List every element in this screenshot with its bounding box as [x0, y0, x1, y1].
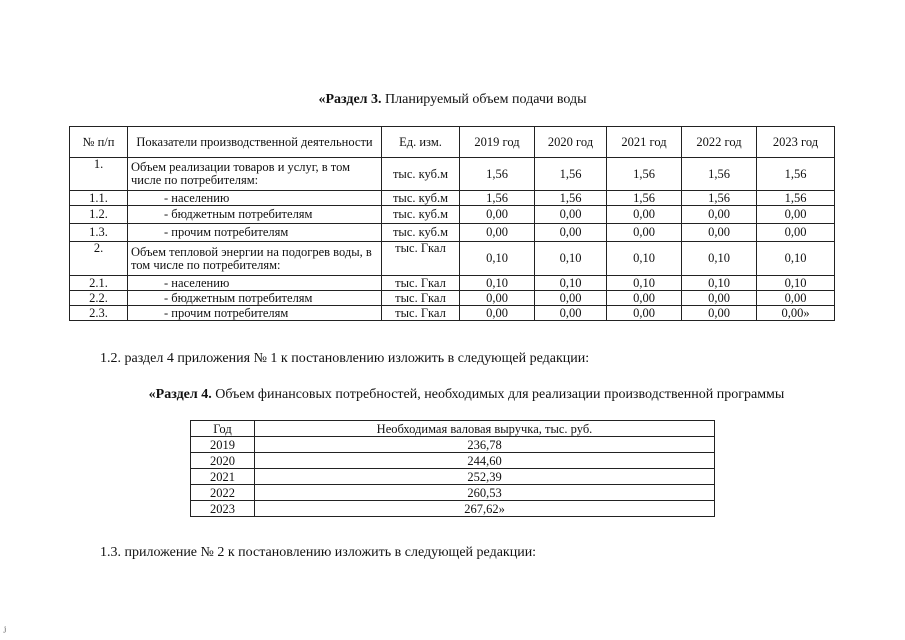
row-unit: тыс. куб.м — [382, 158, 460, 191]
value-2023: 0,00 — [757, 291, 835, 306]
value-2020: 0,00 — [535, 206, 607, 224]
table-row — [70, 306, 835, 321]
value-2021: 0,00 — [607, 206, 682, 224]
value-2022: 0,10 — [682, 276, 757, 291]
row-unit: тыс. Гкал — [382, 291, 460, 306]
row-num: 2. — [70, 242, 128, 276]
row-unit: тыс. Гкал — [382, 242, 460, 276]
row-revenue: 267,62» — [255, 501, 715, 517]
value-2023: 0,00 — [757, 206, 835, 224]
row-indicator: - бюджетным потребителям — [128, 206, 382, 224]
table-row — [191, 501, 715, 517]
table-row — [70, 242, 835, 276]
paragraph-1-2: 1.2. раздел 4 приложения № 1 к постановлению изложить в следующей редакции: — [100, 351, 590, 366]
value-2020: 0,10 — [535, 242, 607, 276]
value-2020: 0,00 — [535, 224, 607, 242]
row-indicator: - населению — [128, 191, 382, 206]
row-num: 2.2. — [70, 291, 128, 306]
value-2023: 1,56 — [757, 191, 835, 206]
value-2019: 1,56 — [460, 158, 535, 191]
value-2021: 0,10 — [607, 242, 682, 276]
row-indicator: - прочим потребителям — [128, 306, 382, 321]
value-2019: 0,00 — [460, 291, 535, 306]
col-header-unit: Ед. изм. — [382, 127, 460, 158]
value-2021: 0,00 — [607, 306, 682, 321]
row-num: 1. — [70, 158, 128, 191]
row-indicator: - населению — [128, 276, 382, 291]
table-row — [70, 206, 835, 224]
value-2019: 1,56 — [460, 191, 535, 206]
col-header-year: Год — [191, 421, 255, 437]
row-year: 2020 — [191, 453, 255, 469]
row-revenue: 236,78 — [255, 437, 715, 453]
paragraph-1-3: 1.3. приложение № 2 к постановлению изложить в следующей редакции: — [100, 545, 537, 560]
section-4-heading — [14, 387, 905, 403]
value-2019: 0,10 — [460, 242, 535, 276]
value-2022: 0,10 — [682, 242, 757, 276]
row-num: 2.3. — [70, 306, 128, 321]
col-header-2019: 2019 год — [460, 127, 535, 158]
value-2020: 1,56 — [535, 191, 607, 206]
section-3-title: Планируемый объем подачи воды — [381, 92, 587, 107]
col-header-indicator: Показатели производственной деятельности — [128, 127, 382, 158]
section-3-prefix: «Раздел 3. — [318, 92, 382, 107]
table-row — [191, 453, 715, 469]
value-2022: 1,56 — [682, 158, 757, 191]
row-revenue: 244,60 — [255, 453, 715, 469]
col-header-2022: 2022 год — [682, 127, 757, 158]
section-4-title: Объем финансовых потребностей, необходимых для реализации производственной программы — [211, 387, 785, 402]
table-header-row — [191, 421, 715, 437]
value-2021: 0,10 — [607, 276, 682, 291]
row-indicator: Объем реализации товаров и услуг, в том числе по потребителям: — [128, 158, 382, 191]
row-num: 1.3. — [70, 224, 128, 242]
row-unit: тыс. куб.м — [382, 191, 460, 206]
value-2022: 0,00 — [682, 306, 757, 321]
value-2023: 1,56 — [757, 158, 835, 191]
col-header-2021: 2021 год — [607, 127, 682, 158]
table-row — [70, 291, 835, 306]
value-2023: 0,00 — [757, 224, 835, 242]
table-row — [70, 158, 835, 191]
row-year: 2019 — [191, 437, 255, 453]
col-header-2023: 2023 год — [757, 127, 835, 158]
row-indicator: Объем тепловой энергии на подогрев воды, в том числе по потребителям: — [128, 242, 382, 276]
water-supply-table — [69, 126, 835, 321]
row-revenue: 252,39 — [255, 469, 715, 485]
value-2021: 0,00 — [607, 291, 682, 306]
row-unit: тыс. куб.м — [382, 224, 460, 242]
value-2020: 0,10 — [535, 276, 607, 291]
value-2019: 0,00 — [460, 206, 535, 224]
value-2021: 0,00 — [607, 224, 682, 242]
row-unit: тыс. Гкал — [382, 276, 460, 291]
table-header-row — [70, 127, 835, 158]
section-4-prefix: «Раздел 4. — [148, 387, 212, 402]
value-2023: 0,00» — [757, 306, 835, 321]
col-header-revenue: Необходимая валовая выручка, тыс. руб. — [255, 421, 715, 437]
value-2022: 0,00 — [682, 291, 757, 306]
table-row — [191, 437, 715, 453]
col-header-2020: 2020 год — [535, 127, 607, 158]
row-unit: тыс. куб.м — [382, 206, 460, 224]
scan-mark: ⱼ — [3, 620, 7, 634]
table-row — [191, 485, 715, 501]
value-2021: 1,56 — [607, 191, 682, 206]
row-year: 2022 — [191, 485, 255, 501]
table-row — [70, 224, 835, 242]
value-2022: 0,00 — [682, 206, 757, 224]
value-2019: 0,00 — [460, 224, 535, 242]
row-revenue: 260,53 — [255, 485, 715, 501]
value-2021: 1,56 — [607, 158, 682, 191]
row-indicator: - прочим потребителям — [128, 224, 382, 242]
row-num: 1.1. — [70, 191, 128, 206]
value-2022: 0,00 — [682, 224, 757, 242]
value-2022: 1,56 — [682, 191, 757, 206]
revenue-table — [190, 420, 715, 517]
table-row — [191, 469, 715, 485]
value-2019: 0,10 — [460, 276, 535, 291]
value-2023: 0,10 — [757, 242, 835, 276]
row-indicator: - бюджетным потребителям — [128, 291, 382, 306]
value-2023: 0,10 — [757, 276, 835, 291]
section-3-heading — [0, 92, 905, 108]
value-2020: 0,00 — [535, 291, 607, 306]
row-year: 2021 — [191, 469, 255, 485]
col-header-num: № п/п — [70, 127, 128, 158]
value-2020: 0,00 — [535, 306, 607, 321]
table-row — [70, 191, 835, 206]
table-row — [70, 276, 835, 291]
row-num: 1.2. — [70, 206, 128, 224]
row-unit: тыс. Гкал — [382, 306, 460, 321]
value-2020: 1,56 — [535, 158, 607, 191]
value-2019: 0,00 — [460, 306, 535, 321]
row-num: 2.1. — [70, 276, 128, 291]
row-year: 2023 — [191, 501, 255, 517]
